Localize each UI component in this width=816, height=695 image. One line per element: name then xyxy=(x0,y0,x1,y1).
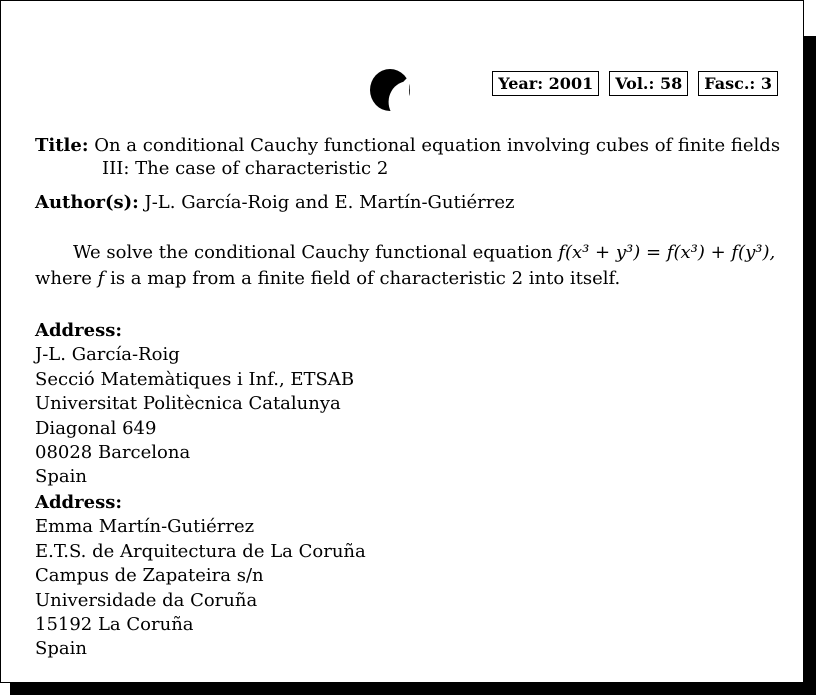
abstract-line2-text1: where xyxy=(35,268,92,289)
volume-badge: Vol.: 58 xyxy=(609,71,688,96)
address-line: 15192 La Coruña xyxy=(35,614,194,636)
address-line: Emma Martín-Gutiérrez xyxy=(35,516,255,538)
title-label: Title: xyxy=(35,135,89,156)
title-text-line1: On a conditional Cauchy functional equation involving cubes of finite fields xyxy=(94,135,781,156)
address-line: E.T.S. de Arquitectura de La Coruña xyxy=(35,540,366,562)
address-line: Spain xyxy=(35,466,87,488)
paper-authors xyxy=(35,191,515,214)
fascicle-badge: Fasc.: 3 xyxy=(698,71,778,96)
abstract-line1-text: We solve the conditional Cauchy functional equation xyxy=(73,242,553,263)
address-block-1 xyxy=(35,319,354,490)
address-line: Campus de Zapateira s/n xyxy=(35,565,264,587)
address-line: Diagonal 649 xyxy=(35,417,157,439)
abstract-line2-text2: is a map from a finite field of characteristic 2 into itself. xyxy=(110,268,621,289)
year-badge: Year: 2001 xyxy=(492,71,599,96)
abstract-variable: f xyxy=(97,268,105,289)
issue-info xyxy=(492,71,778,96)
address-block-2 xyxy=(35,491,366,662)
address-label: Address: xyxy=(35,320,122,341)
address-line: Universitat Politècnica Catalunya xyxy=(35,393,341,415)
abstract xyxy=(35,240,780,292)
address-line: 08028 Barcelona xyxy=(35,442,191,464)
title-text-line2: III: The case of characteristic 2 xyxy=(102,158,389,179)
page-shadow-bottom xyxy=(10,683,816,695)
address-line: J-L. García-Roig xyxy=(35,344,180,366)
page-shadow-right xyxy=(804,36,816,695)
address-line: Spain xyxy=(35,638,87,660)
abstract-equation: f(x³ + y³) = f(x³) + f(y³), xyxy=(558,242,776,263)
authors-text: J-L. García-Roig and E. Martín-Gutiérrez xyxy=(144,192,515,213)
paper-title xyxy=(35,134,780,180)
address-line: Universidade da Coruña xyxy=(35,589,258,611)
authors-label: Author(s): xyxy=(35,192,139,213)
address-line: Secció Matemàtiques i Inf., ETSAB xyxy=(35,368,355,390)
half-moon-logo-icon xyxy=(368,67,412,113)
address-label: Address: xyxy=(35,492,122,513)
